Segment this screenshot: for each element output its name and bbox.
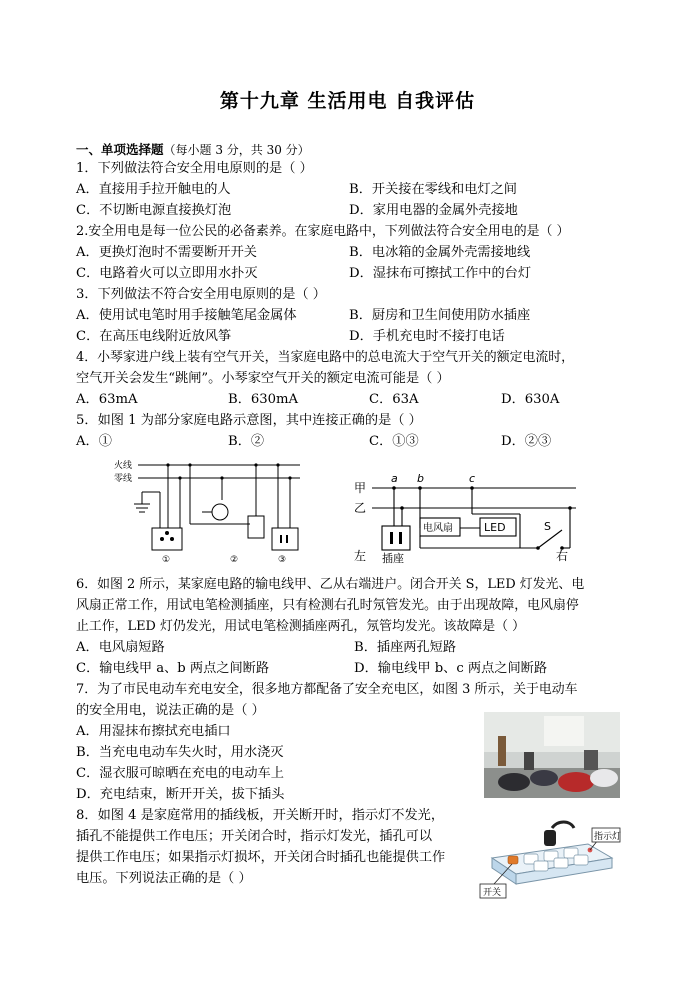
q5-option-d: D．②③ (501, 434, 552, 449)
q2-option-a: A．更换灯泡时不需要断开开关 (76, 245, 257, 260)
q4-option-c: C．63A (369, 392, 419, 407)
q7-stem-line1: 7．为了市民电动车充电安全，很多地方都配备了安全充电区，如图 3 所示，关于电动车 (76, 682, 578, 697)
q1-stem: 1．下列做法符合安全用电原则的是（ ） (76, 161, 313, 176)
fig1-marker-3: ③ (278, 555, 287, 565)
section-title: 一、单项选择题 (76, 142, 164, 157)
q8-stem-line2: 插孔不能提供工作电压；开关闭合时，指示灯发光，插孔可以 (76, 829, 433, 844)
fig2-point-a: a (391, 472, 398, 485)
q4-option-d: D．630A (501, 392, 560, 407)
fig1-marker-1: ① (162, 555, 171, 565)
q4-option-b: B．630mA (228, 392, 299, 407)
fig2-left-label: 左 (354, 549, 367, 563)
fig2-led-label: LED (484, 521, 506, 534)
q7-option-d: D．充电结束，断开开关，拔下插头 (76, 787, 285, 802)
q6-option-d: D．输电线甲 b、c 两点之间断路 (354, 661, 548, 676)
q3-stem: 3．下列做法不符合安全用电原则的是（ ） (76, 287, 326, 302)
section-note: （每小题 3 分，共 30 分） (163, 143, 310, 157)
q3-option-b: B．厨房和卫生间使用防水插座 (349, 308, 531, 323)
fig2-switch-label: S (544, 520, 551, 533)
section-heading (76, 140, 310, 160)
fig1-neutral-label: 零线 (114, 474, 133, 484)
fig1-live-label: 火线 (114, 461, 133, 471)
fig2-socket-label: 插座 (382, 552, 404, 565)
q7-option-b: B．当充电电动车失火时，用水浇灭 (76, 745, 284, 760)
q8-stem-line3: 提供工作电压；如果指示灯损坏，开关闭合时插孔也能提供工作 (76, 850, 446, 865)
q8-stem-line4: 电压。下列说法正确的是（ ） (76, 871, 252, 886)
q4-option-a: A．63mA (76, 392, 138, 407)
q6-stem-line2: 风扇正常工作，用试电笔检测插座，只有检测右孔时氖管发光。由于出现故障，电风扇停 (76, 598, 579, 613)
q1-option-c: C．不切断电源直接换灯泡 (76, 203, 232, 218)
strip-switch-icon (508, 856, 518, 864)
q1-option-a: A．直接用手拉开触电的人 (76, 182, 231, 197)
q4-stem-line2: 空气开关会发生“跳闸”。小琴家空气开关的额定电流可能是（ ） (76, 371, 450, 386)
fig2-point-b: b (417, 472, 424, 485)
fig2-right-label: 右 (556, 549, 569, 563)
q6-option-c: C．输电线甲 a、b 两点之间断路 (76, 661, 270, 676)
q6-stem-line1: 6．如图 2 所示，某家庭电路的输电线甲、乙从右端进户。闭合开关 S，LED 灯发光、电 (76, 577, 585, 592)
figure-2-circuit (350, 468, 582, 568)
q6-option-b: B．插座两孔短路 (354, 640, 457, 655)
figure-3-charging-photo (484, 712, 620, 798)
fig2-line-yi: 乙 (354, 501, 367, 515)
q3-option-c: C．在高压电线附近放风筝 (76, 329, 232, 344)
q1-option-b: B．开关接在零线和电灯之间 (349, 182, 517, 197)
q5-option-a: A．① (76, 434, 112, 449)
q5-option-b: B．② (228, 434, 265, 449)
q1-option-d: D．家用电器的金属外壳接地 (349, 203, 518, 218)
page-title: 第十九章 生活用电 自我评估 (219, 90, 476, 112)
q7-option-c: C．湿衣服可晾晒在充电的电动车上 (76, 766, 284, 781)
q4-stem-line1: 4．小琴家进户线上装有空气开关，当家庭电路中的总电流大于空气开关的额定电流时， (76, 350, 575, 365)
q6-option-a: A．电风扇短路 (76, 640, 165, 655)
q5-option-c: C．①③ (369, 434, 419, 449)
fig1-marker-2: ② (230, 555, 239, 565)
q3-option-d: D．手机充电时不接打电话 (349, 329, 505, 344)
q7-option-a: A．用湿抹布擦拭充电插口 (76, 724, 231, 739)
q6-stem-line3: 止工作，LED 灯仍发光，用试电笔检测插座两孔，氖管均发光。该故障是（ ） (76, 619, 525, 634)
fig4-indicator-label: 指示灯 (594, 832, 622, 842)
q2-stem: 2.安全用电是每一位公民的必备素养。在家庭电路中，下列做法符合安全用电的是（ ） (76, 224, 570, 239)
fig2-point-c: c (469, 472, 476, 485)
q7-stem-line2: 的安全用电，说法正确的是（ ） (76, 703, 265, 718)
figure-1-circuit (110, 456, 310, 568)
q8-stem-line1: 8．如图 4 是家庭常用的插线板，开关断开时，指示灯不发光， (76, 808, 445, 823)
q2-option-c: C．电路着火可以立即用水扑灭 (76, 266, 258, 281)
fig4-switch-label: 开关 (483, 888, 502, 898)
q2-option-b: B．电冰箱的金属外壳需接地线 (349, 245, 531, 260)
q2-option-d: D．湿抹布可擦拭工作中的台灯 (349, 266, 532, 281)
q3-option-a: A．使用试电笔时用手接触笔尾金属体 (76, 308, 297, 323)
figure-4-power-strip (478, 818, 622, 904)
fig2-fan-label: 电风扇 (423, 523, 453, 534)
q5-stem: 5．如图 1 为部分家庭电路示意图，其中连接正确的是（ ） (76, 413, 422, 428)
fig2-line-jia: 甲 (354, 481, 367, 495)
